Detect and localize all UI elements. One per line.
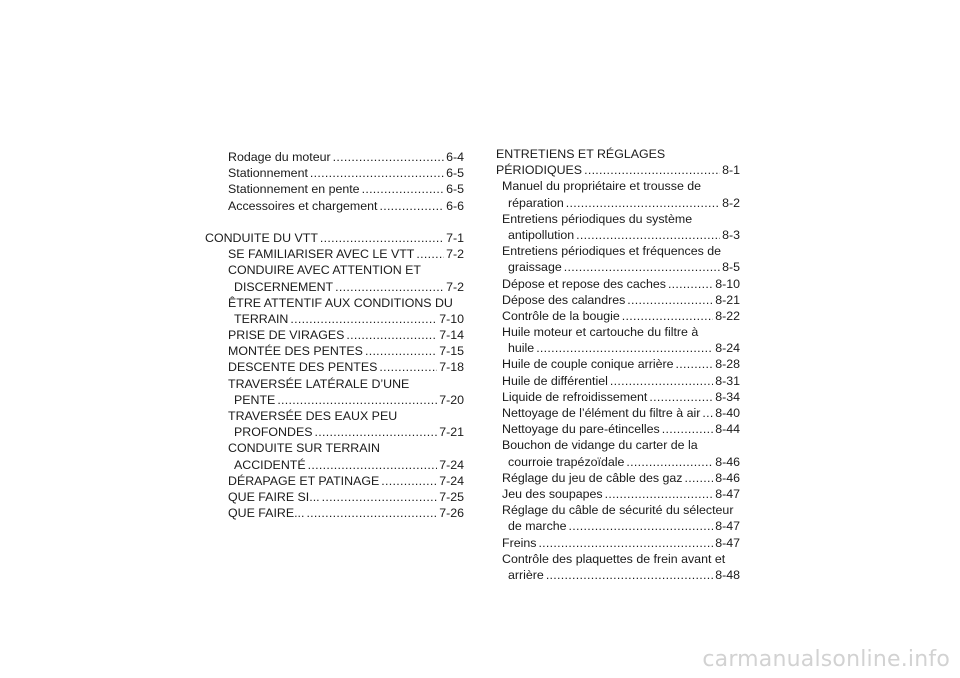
toc-leader-dots xyxy=(379,198,444,214)
toc-entry-page: 7-2 xyxy=(446,247,464,262)
toc-entry-title: arrière xyxy=(508,567,544,582)
toc-entry-page: 7-21 xyxy=(439,425,464,440)
toc-spacer xyxy=(205,214,464,230)
toc-entry xyxy=(496,292,740,308)
toc-leader-dots xyxy=(576,227,720,243)
toc-entry-title: PRISE DE VIRAGES xyxy=(228,328,345,343)
toc-entry xyxy=(496,195,740,211)
toc-entry xyxy=(205,457,464,473)
toc-leader-dots xyxy=(685,470,714,486)
toc-entry-page: 7-10 xyxy=(439,311,464,326)
toc-entry xyxy=(205,505,464,521)
toc-entry-title: ENTRETIENS ET RÉGLAGES xyxy=(496,147,666,161)
toc-entry-page: 8-10 xyxy=(715,276,740,291)
toc-leader-dots xyxy=(584,162,720,178)
toc-entry-page: 7-20 xyxy=(439,392,464,407)
toc-leader-dots xyxy=(676,356,714,372)
toc-entry-page: 8-24 xyxy=(715,341,740,356)
toc-entry xyxy=(205,311,464,327)
toc-entry-page: 7-14 xyxy=(439,328,464,343)
toc-leader-dots xyxy=(320,230,444,246)
toc-entry-title: TRAVERSÉE LATÉRALE D’UNE xyxy=(228,376,410,391)
toc-leader-dots xyxy=(308,457,438,473)
toc-entry xyxy=(205,408,464,424)
toc-entry-page: 8-47 xyxy=(715,535,740,550)
toc-entry xyxy=(496,551,740,567)
toc-entry-page: 8-21 xyxy=(715,292,740,307)
toc-entry xyxy=(205,327,464,343)
toc-entry-title: TRAVERSÉE DES EAUX PEU xyxy=(228,409,398,423)
toc-entry-page: 7-25 xyxy=(439,489,464,504)
toc-entry-page: 8-5 xyxy=(722,260,740,275)
toc-entry xyxy=(496,178,740,194)
toc-entry-title: Entretiens périodiques du système xyxy=(502,211,693,226)
toc-entry-title: Accessoires et chargement xyxy=(228,198,378,213)
toc-entry-title: Rodage du moteur xyxy=(228,150,331,164)
toc-entry-title: de marche xyxy=(508,519,567,534)
toc-entry xyxy=(496,162,740,178)
toc-leader-dots xyxy=(610,373,713,389)
toc-leader-dots xyxy=(416,246,444,262)
toc-entry xyxy=(496,356,740,372)
toc-entry-page: 8-47 xyxy=(715,486,740,501)
toc-entry xyxy=(496,373,740,389)
toc-entry xyxy=(205,392,464,408)
toc-entry-title: TERRAIN xyxy=(234,311,289,326)
toc-entry-page: 8-1 xyxy=(722,163,740,178)
toc-column-right xyxy=(496,146,740,583)
toc-entry-title: PROFONDES xyxy=(234,425,313,440)
toc-entry xyxy=(496,243,740,259)
toc-entry-page: 8-3 xyxy=(722,227,740,242)
toc-entry-title: PÉRIODIQUES xyxy=(496,163,583,178)
toc-leader-dots xyxy=(290,311,437,327)
toc-entry-title: ACCIDENTÉ xyxy=(234,457,306,472)
toc-entry-page: 8-2 xyxy=(722,195,740,210)
toc-entry-title: CONDUITE DU VTT xyxy=(205,230,318,245)
toc-entry-title: Contrôle de la bougie xyxy=(502,308,620,323)
toc-leader-dots xyxy=(546,567,713,583)
toc-entry-page: 8-31 xyxy=(715,373,740,388)
toc-entry xyxy=(205,440,464,456)
toc-entry-title: DÉRAPAGE ET PATINAGE xyxy=(228,473,380,488)
toc-leader-dots xyxy=(668,276,713,292)
toc-entry-title: CONDUITE SUR TERRAIN xyxy=(228,441,380,456)
toc-entry xyxy=(496,437,740,453)
toc-entry xyxy=(496,308,740,324)
toc-entry xyxy=(496,518,740,534)
toc-entry-page: 7-15 xyxy=(439,344,464,359)
toc-leader-dots xyxy=(605,486,714,502)
toc-leader-dots xyxy=(333,149,444,165)
toc-leader-dots xyxy=(566,195,720,211)
watermark: carmanualsonline.info xyxy=(702,647,950,672)
toc-entry-page: 8-22 xyxy=(715,308,740,323)
toc-entry xyxy=(496,276,740,292)
toc-leader-dots xyxy=(626,454,713,470)
toc-entry xyxy=(205,262,464,278)
toc-entry-title: Nettoyage de l’élément du filtre à air xyxy=(502,406,701,420)
toc-leader-dots xyxy=(322,489,438,505)
toc-entry xyxy=(205,376,464,392)
toc-entry-title: PENTE xyxy=(234,392,276,407)
toc-leader-dots xyxy=(335,279,444,295)
toc-entry xyxy=(205,473,464,489)
toc-entry-page: 8-46 xyxy=(715,454,740,469)
toc-entry-page: 6-5 xyxy=(446,182,464,197)
toc-leader-dots xyxy=(306,505,437,521)
toc-entry xyxy=(205,295,464,311)
toc-entry-title: SE FAMILIARISER AVEC LE VTT xyxy=(228,247,415,262)
toc-entry-page: 7-24 xyxy=(439,473,464,488)
toc-entry xyxy=(205,181,464,197)
toc-entry-title: Contrôle des plaquettes de frein avant et xyxy=(502,551,726,566)
toc-entry-title: huile xyxy=(508,341,535,356)
toc-entry-page: 8-48 xyxy=(715,567,740,582)
toc-leader-dots xyxy=(649,389,713,405)
toc-entry-page: 7-1 xyxy=(446,230,464,245)
toc-leader-dots xyxy=(538,535,713,551)
toc-entry xyxy=(496,421,740,437)
toc-entry-page: 8-34 xyxy=(715,389,740,404)
toc-entry xyxy=(496,470,740,486)
toc-entry xyxy=(205,149,464,165)
toc-entry xyxy=(205,246,464,262)
toc-entry-title: MONTÉE DES PENTES xyxy=(228,344,363,359)
toc-entry-page: 6-5 xyxy=(446,166,464,181)
toc-leader-dots xyxy=(622,308,713,324)
toc-entry-title: Jeu des soupapes xyxy=(502,486,603,501)
toc-leader-dots xyxy=(379,359,437,375)
toc-entry-page: 8-40 xyxy=(715,406,740,420)
toc-entry-page: 6-6 xyxy=(446,198,464,213)
toc-entry xyxy=(496,324,740,340)
toc-entry xyxy=(496,146,740,162)
toc-leader-dots xyxy=(310,165,444,181)
toc-entry-page: 8-46 xyxy=(715,470,740,485)
toc-entry xyxy=(496,259,740,275)
toc-entry xyxy=(496,502,740,518)
toc-leader-dots xyxy=(314,424,437,440)
toc-entry xyxy=(496,454,740,470)
toc-entry xyxy=(205,198,464,214)
toc-entry-title: antipollution xyxy=(508,227,575,242)
toc-entry xyxy=(496,535,740,551)
toc-entry-title: Réglage du câble de sécurité du sélecteur xyxy=(502,503,734,518)
toc-leader-dots xyxy=(702,405,713,421)
toc-entry-title: Liquide de refroidissement xyxy=(502,389,648,404)
toc-entry xyxy=(205,279,464,295)
toc-leader-dots xyxy=(381,473,437,489)
toc-entry-title: Stationnement xyxy=(228,166,308,181)
toc-entry xyxy=(496,567,740,583)
toc-column-left xyxy=(205,149,464,521)
toc-entry-title: CONDUIRE AVEC ATTENTION ET xyxy=(228,263,421,278)
toc-entry-page: 6-4 xyxy=(446,150,464,164)
toc-entry-page: 7-24 xyxy=(439,457,464,472)
toc-entry-page: 8-47 xyxy=(715,519,740,534)
toc-entry-page: 7-26 xyxy=(439,506,464,521)
toc-entry-title: Nettoyage du pare-étincelles xyxy=(502,422,660,437)
toc-entry xyxy=(496,389,740,405)
toc-leader-dots xyxy=(536,340,713,356)
toc-entry-page: 8-28 xyxy=(715,357,740,372)
toc-entry xyxy=(496,227,740,243)
toc-entry xyxy=(205,165,464,181)
toc-entry-title: DESCENTE DES PENTES xyxy=(228,360,378,375)
toc-entry-title: Huile de différentiel xyxy=(502,373,608,388)
toc-entry-title: courroie trapézoïdale xyxy=(508,454,625,469)
toc-entry-title: QUE FAIRE... xyxy=(228,506,305,521)
toc-entry-page: 7-2 xyxy=(446,279,464,294)
toc-entry xyxy=(496,211,740,227)
toc-entry xyxy=(205,424,464,440)
toc-leader-dots xyxy=(569,518,714,534)
toc-entry-title: réparation xyxy=(508,195,564,210)
toc-leader-dots xyxy=(346,327,437,343)
toc-leader-dots xyxy=(564,259,720,275)
toc-entry xyxy=(496,486,740,502)
toc-entry-title: Bouchon de vidange du carter de la xyxy=(502,438,698,453)
toc-entry-title: Huile moteur et cartouche du filtre à xyxy=(502,325,699,340)
toc-entry-title: Dépose et repose des caches xyxy=(502,276,666,291)
toc-entry-title: Entretiens périodiques et fréquences de xyxy=(502,244,722,259)
toc-entry-title: Freins xyxy=(502,535,537,550)
toc-entry xyxy=(205,343,464,359)
toc-entry-title: Réglage du jeu de câble des gaz xyxy=(502,470,683,485)
toc-entry-title: Stationnement en pente xyxy=(228,182,360,197)
toc-leader-dots xyxy=(662,421,713,437)
toc-leader-dots xyxy=(362,181,445,197)
toc-entry xyxy=(496,340,740,356)
toc-entry-title: Dépose des calandres xyxy=(502,292,626,307)
toc-entry-title: graissage xyxy=(508,260,562,275)
toc-entry xyxy=(496,405,740,421)
toc-entry-title: Huile de couple conique arrière xyxy=(502,357,674,372)
toc-entry-title: ÊTRE ATTENTIF AUX CONDITIONS DU xyxy=(228,295,453,310)
toc-entry-title: QUE FAIRE SI... xyxy=(228,489,320,504)
toc-leader-dots xyxy=(365,343,437,359)
toc-leader-dots xyxy=(277,392,437,408)
toc-entry-page: 7-18 xyxy=(439,360,464,375)
toc-entry xyxy=(205,230,464,246)
toc-entry xyxy=(205,359,464,375)
toc-entry-title: Manuel du propriétaire et trousse de xyxy=(502,179,702,194)
toc-entry-title: DISCERNEMENT xyxy=(234,279,334,294)
toc-leader-dots xyxy=(627,292,713,308)
toc-entry xyxy=(205,489,464,505)
toc-entry-page: 8-44 xyxy=(715,422,740,437)
